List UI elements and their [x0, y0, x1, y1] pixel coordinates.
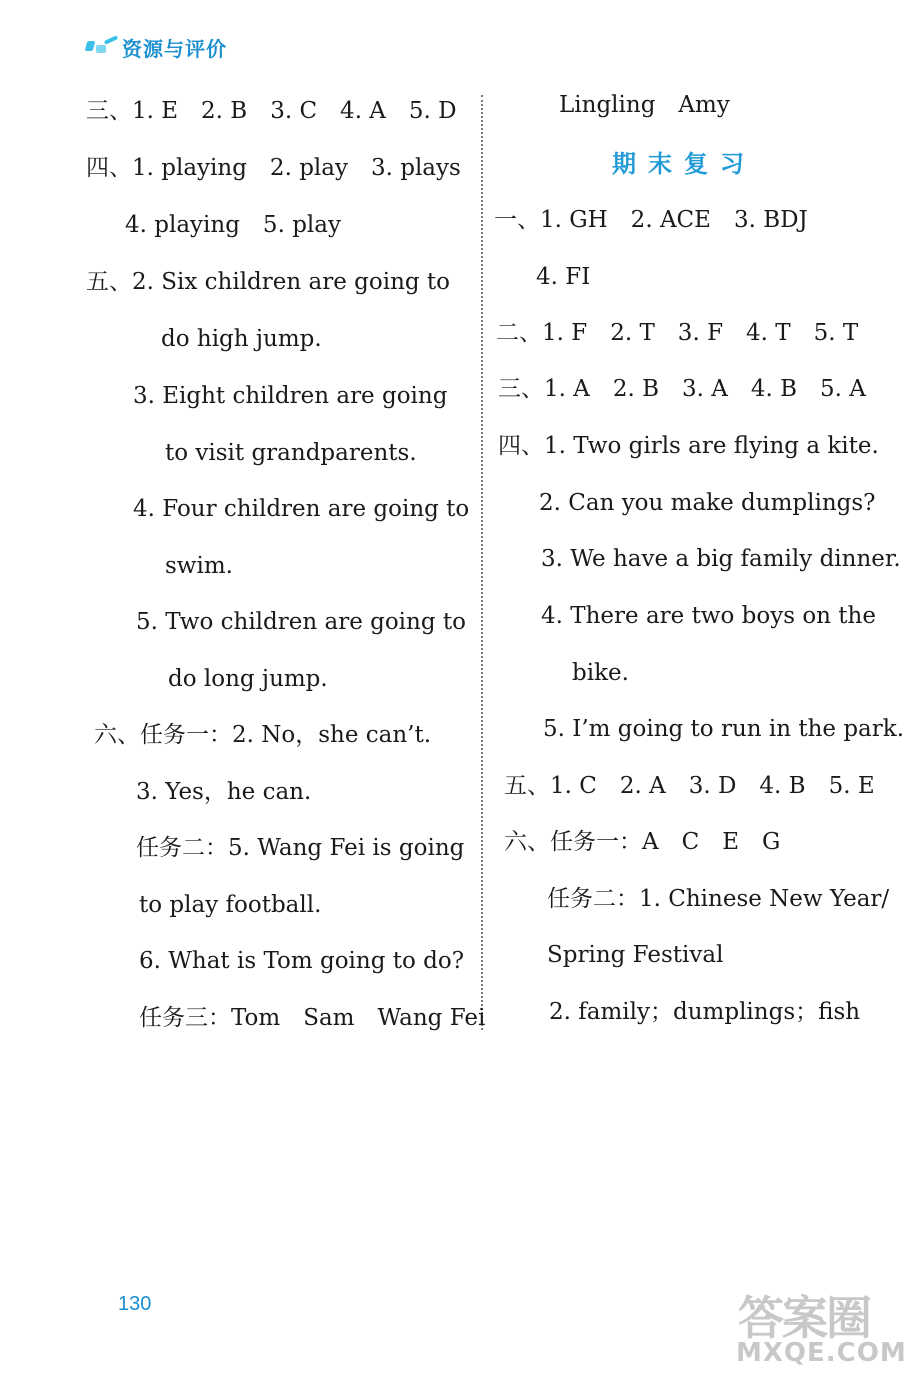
answer-line: swim.	[165, 553, 233, 579]
answer-line: 一、1. GH 2. ACE 3. BDJ	[494, 207, 808, 233]
section-title: 期末复习	[612, 150, 756, 178]
answer-line: 六、任务一：A C E G	[504, 829, 781, 855]
answer-line: Lingling Amy	[559, 92, 730, 118]
watermark-logo-text: 答案圈	[738, 1291, 870, 1345]
header-title: 资源与评价	[122, 36, 227, 61]
answer-line: 二、1. F 2. T 3. F 4. T 5. T	[496, 320, 859, 346]
answer-line: do high jump.	[161, 326, 322, 352]
watermark-url: MXQE.COM	[736, 1338, 907, 1368]
book-logo-icon	[84, 33, 120, 61]
answer-line: 2. family；dumplings；fish	[549, 999, 861, 1025]
answer-line: 3. We have a big family dinner.	[541, 546, 901, 572]
answer-line: 4. playing 5. play	[125, 212, 341, 238]
answer-line: do long jump.	[168, 666, 328, 692]
answer-line: 四、1. Two girls are flying a kite.	[498, 433, 879, 459]
watermark	[730, 1282, 910, 1372]
answer-line: bike.	[572, 660, 629, 686]
answer-line: 五、2. Six children are going to	[86, 269, 451, 295]
answer-line: 4. There are two boys on the	[541, 603, 876, 629]
answer-line: 4. FI	[536, 264, 591, 290]
answer-line: 3. Eight children are going	[133, 383, 448, 409]
answer-line: 任务三：Tom Sam Wang Fei	[139, 1005, 486, 1031]
answer-line: to visit grandparents.	[165, 440, 417, 466]
answer-line: 五、1. C 2. A 3. D 4. B 5. E	[504, 773, 875, 799]
answer-line: to play football.	[139, 892, 322, 918]
answer-line: 任务二：5. Wang Fei is going	[136, 835, 465, 861]
answer-line: 4. Four children are going to	[133, 496, 470, 522]
page-number: 130	[118, 1293, 152, 1315]
answer-line: 2. Can you make dumplings?	[539, 490, 876, 516]
answer-line: 5. I’m going to run in the park.	[543, 716, 905, 742]
answer-line: 四、1. playing 2. play 3. plays	[86, 155, 461, 181]
answer-line: 三、1. A 2. B 3. A 4. B 5. A	[498, 376, 866, 402]
answer-line: 6. What is Tom going to do?	[139, 948, 465, 974]
column-divider	[481, 95, 483, 1030]
answer-line: 5. Two children are going to	[136, 609, 466, 635]
page-header	[84, 30, 227, 64]
answer-line: 三、1. E 2. B 3. C 4. A 5. D	[86, 98, 457, 124]
answer-line: 任务二：1. Chinese New Year/	[547, 886, 890, 912]
answer-line: Spring Festival	[547, 942, 724, 968]
answer-line: 3. Yes，he can.	[136, 779, 312, 805]
answer-line: 六、任务一：2. No，she can’t.	[94, 722, 432, 748]
